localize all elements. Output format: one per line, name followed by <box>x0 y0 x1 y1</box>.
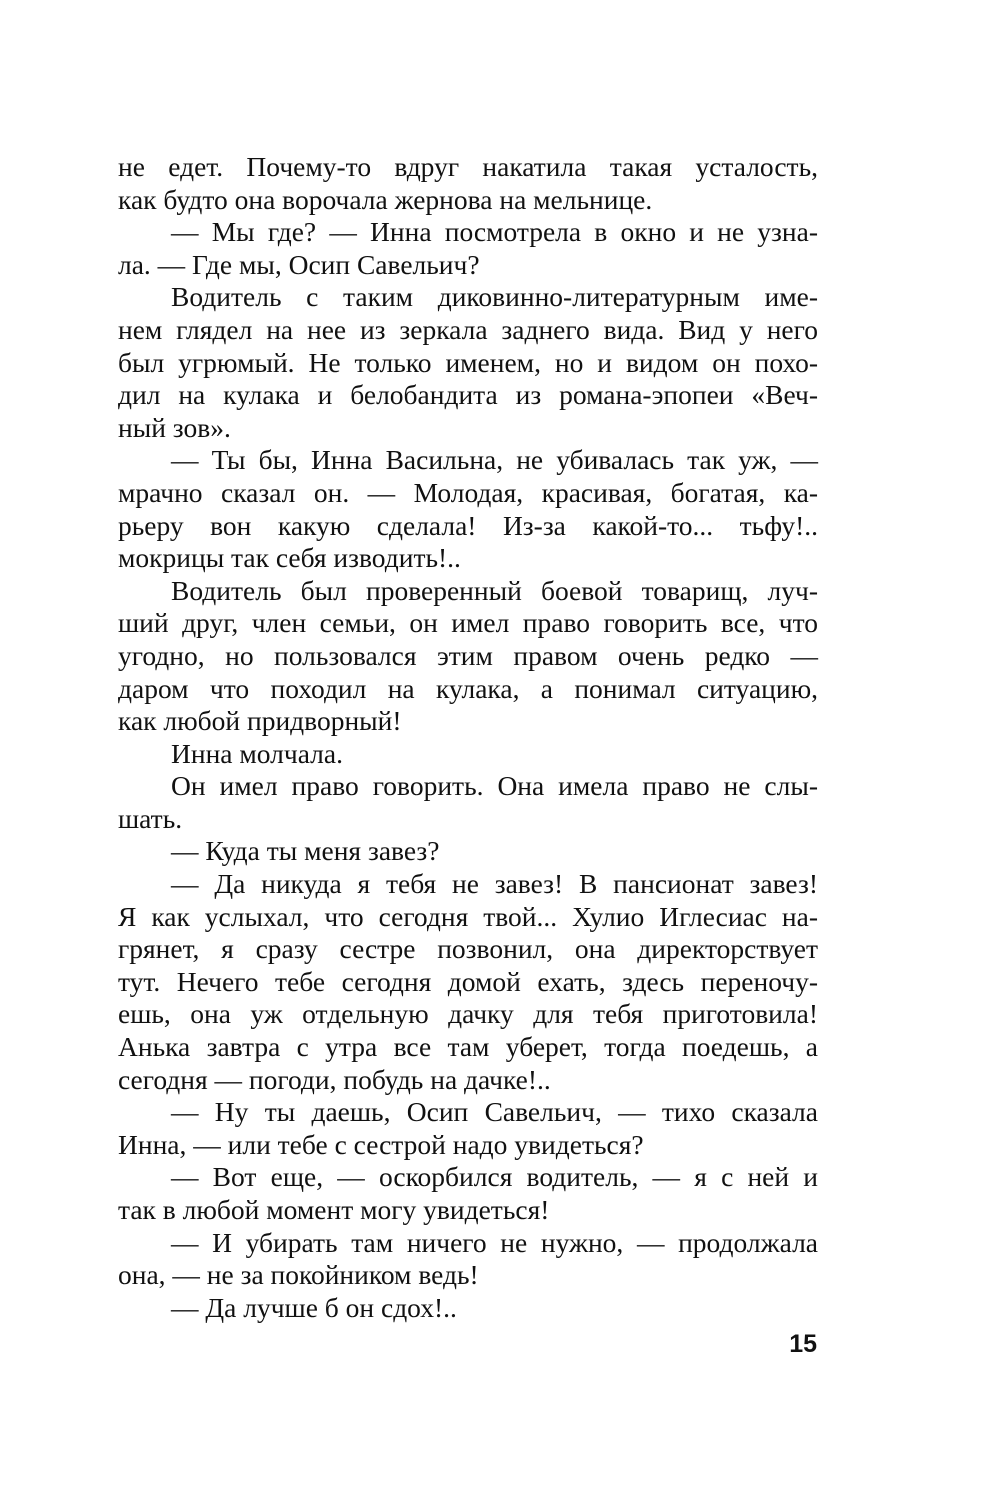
text-line: грянет, я сразу сестре позвонил, она директорствует <box>118 933 818 965</box>
text-line: шать. <box>118 802 183 834</box>
text-line: — Ну ты даешь, Осип Савельич, — тихо сказала <box>171 1096 818 1128</box>
text-line: дил на кулака и белобандита из романа-эпопеи «Веч- <box>118 379 818 411</box>
text-line: угодно, но пользовался этим правом очень редко — <box>118 639 818 671</box>
text-line: ешь, она уж отдельную дачку для тебя приготовила! <box>118 998 818 1030</box>
text-line: Анька завтра с утра все там уберет, тогда поедешь, а <box>118 1031 818 1063</box>
text-line: рьеру вон какую сделала! Из-за какой-то... тьфу!.. <box>118 509 818 541</box>
text-line: даром что походил на кулака, а понимал ситуацию, <box>118 672 818 704</box>
text-line: ный зов». <box>118 411 231 443</box>
text-line: тут. Нечего тебе сегодня домой ехать, здесь переночу- <box>118 965 818 997</box>
text-line: — Да лучше б он сдох!.. <box>171 1291 457 1323</box>
text-line: мрачно сказал он. — Молодая, красивая, богатая, ка- <box>118 476 818 508</box>
text-line: Я как услыхал, что сегодня твой... Хулио Иглесиас на- <box>118 900 818 932</box>
text-line: как будто она ворочала жернова на мельнице. <box>118 183 653 215</box>
text-line: Он имел право говорить. Она имела право не слы- <box>171 770 818 802</box>
text-line: сегодня — погоди, побудь на дачке!.. <box>118 1063 551 1095</box>
text-line: ла. — Где мы, Осип Савельич? <box>118 248 480 280</box>
text-line: — Мы где? — Инна посмотрела в окно и не узна- <box>171 216 818 248</box>
text-line: ший друг, член семьи, он имел право говорить все, что <box>118 607 818 639</box>
text-line: Водитель был проверенный боевой товарищ, луч- <box>171 574 818 606</box>
text-line: не едет. Почему-то вдруг накатила такая усталость, <box>118 151 818 182</box>
text-line: нем глядел на нее из зеркала заднего вида. Вид у него <box>118 313 818 345</box>
page-number: 15 <box>789 1330 817 1358</box>
text-line: — И убирать там ничего не нужно, — продолжала <box>171 1226 818 1258</box>
text-line: — Ты бы, Инна Васильна, не убивалась так уж, — <box>171 444 818 476</box>
text-line: Инна молчала. <box>171 737 343 769</box>
text-line: она, — не за покойником ведь! <box>118 1259 479 1291</box>
text-line: — Вот еще, — оскорбился водитель, — я с ней и <box>171 1161 818 1193</box>
text-line: мокрицы так себя изводить!.. <box>118 542 461 574</box>
body-text <box>118 151 818 1324</box>
text-line: был угрюмый. Не только именем, но и видом он похо- <box>118 346 818 378</box>
text-line: так в любой момент могу увидеться! <box>118 1194 550 1225</box>
text-line: как любой придворный! <box>118 705 402 737</box>
text-line: — Да никуда я тебя не завез! В пансионат завез! <box>171 868 818 900</box>
text-line: — Куда ты меня завез? <box>171 835 440 867</box>
text-line: Инна, — или тебе с сестрой надо увидеться? <box>118 1128 644 1160</box>
text-line: Водитель с таким диковинно-литературным име- <box>171 281 818 313</box>
